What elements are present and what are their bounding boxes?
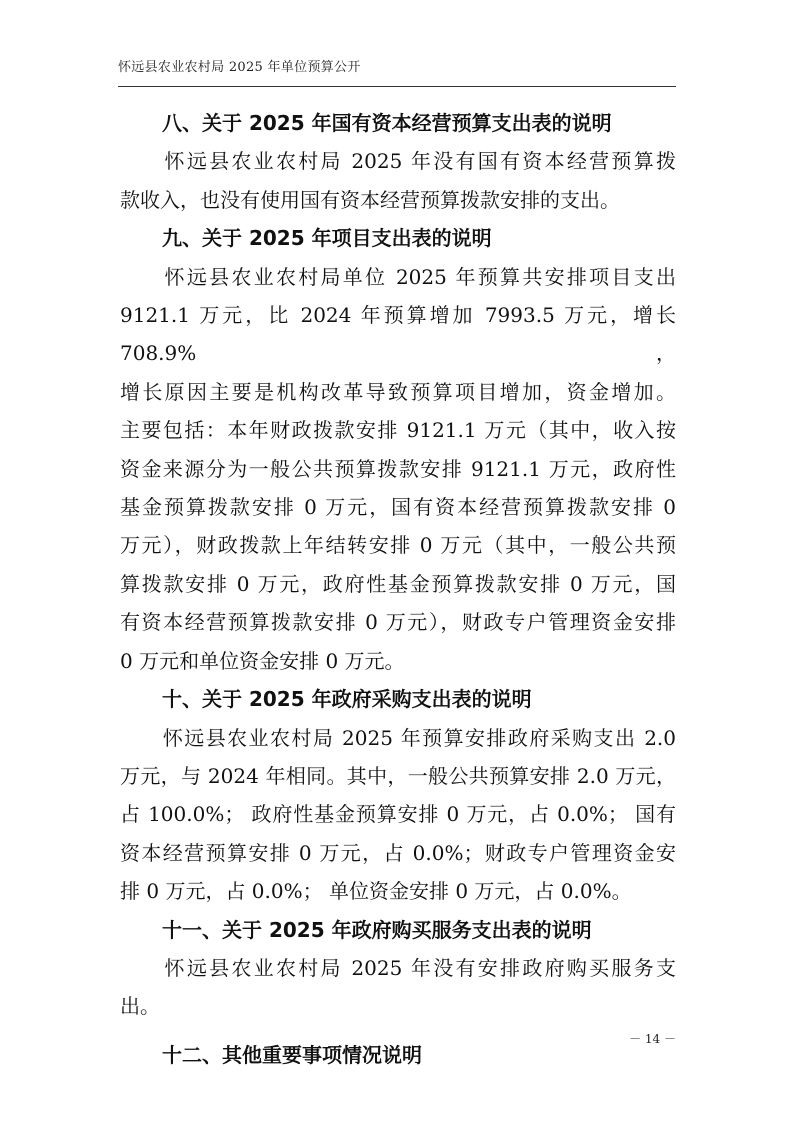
paragraph-line: 基金预算拨款安排 0 万元，国有资本经营预算拨款安排 0	[120, 495, 676, 520]
paragraph-line: 排 0 万元，占 0.0%； 单位资金安排 0 万元，占 0.0%。	[120, 879, 632, 904]
paragraph-line: 9121.1 万元，比 2024 年预算增加 7993.5 万元，增长 708.9%，	[120, 303, 676, 366]
page-number: － 14 －	[629, 1032, 676, 1046]
paragraph-line: 怀远县农业农村局 2025 年预算安排政府采购支出 2.0	[120, 725, 676, 750]
paragraph-line: 怀远县农业农村局 2025 年没有安排政府购买服务支	[120, 955, 676, 980]
section-heading-11: 十一、关于 2025 年政府购买服务支出表的说明	[162, 917, 592, 942]
header-rule	[118, 86, 676, 87]
paragraph-line: 资本经营预算安排 0 万元，占 0.0%；财政专户管理资金安	[120, 840, 676, 865]
paragraph-line: 万元，与 2024 年相同。其中，一般公共预算安排 2.0 万元，	[120, 763, 676, 788]
paragraph-line: 资金来源分为一般公共预算拨款安排 9121.1 万元，政府性	[120, 456, 676, 481]
paragraph-line: 增长原因主要是机构改革导致预算项目增加，资金增加。	[120, 379, 676, 404]
paragraph-line: 出。	[120, 994, 160, 1019]
section-heading-8: 八、关于 2025 年国有资本经营预算支出表的说明	[162, 111, 612, 135]
running-header: 怀远县农业农村局 2025 年单位预算公开	[118, 60, 361, 75]
spacer	[120, 1026, 676, 1036]
paragraph-line: 主要包括：本年财政拨款安排 9121.1 万元（其中，收入按	[120, 418, 676, 443]
paragraph-line: 款收入，也没有使用国有资本经营预算拨款安排的支出。	[120, 187, 620, 212]
paragraph-line: 算拨款安排 0 万元，政府性基金预算拨款安排 0 万元，国	[120, 571, 676, 596]
paragraph-line: 怀远县农业农村局单位 2025 年预算共安排项目支出	[120, 264, 676, 289]
paragraph-line: 有资本经营预算拨款安排 0 万元），财政专户管理资金安排	[120, 610, 676, 635]
paragraph-line: 0 万元和单位资金安排 0 万元。	[120, 648, 405, 673]
section-heading-10: 十、关于 2025 年政府采购支出表的说明	[162, 687, 532, 712]
section-heading-9: 九、关于 2025 年项目支出表的说明	[162, 226, 492, 251]
paragraph-line: 占 100.0%； 政府性基金预算安排 0 万元，占 0.0%； 国有	[120, 802, 676, 827]
body-text	[120, 104, 676, 1074]
paragraph-line: 万元），财政拨款上年结转安排 0 万元（其中，一般公共预	[120, 533, 676, 558]
section-heading-12: 十二、其他重要事项情况说明	[162, 1042, 422, 1067]
paragraph-line: 怀远县农业农村局 2025 年没有国有资本经营预算拨	[120, 149, 676, 174]
